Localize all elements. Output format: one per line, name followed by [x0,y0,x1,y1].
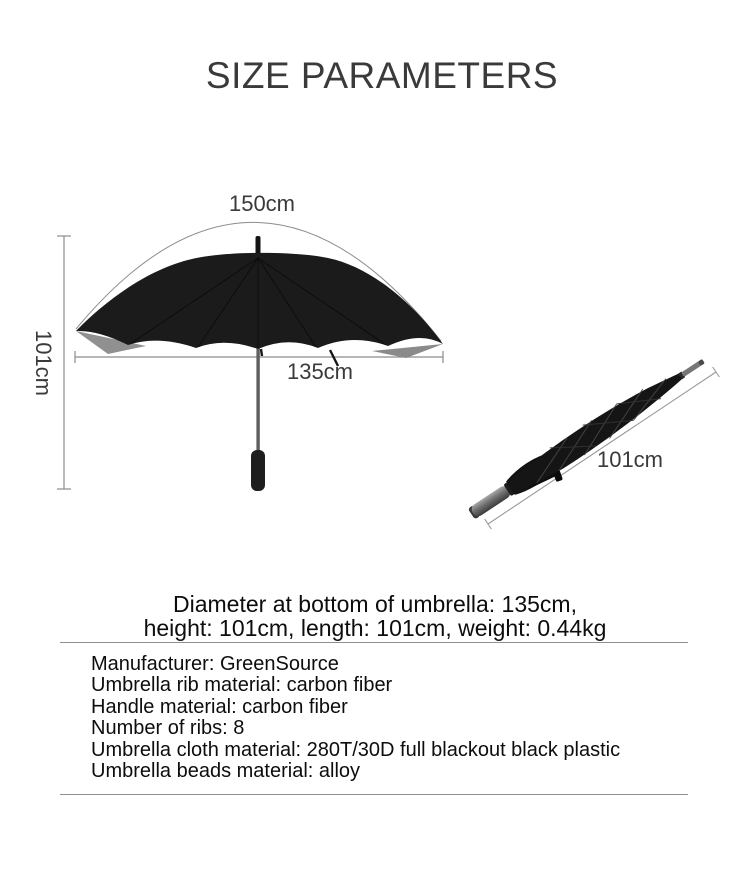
umbrella-handle [251,450,265,491]
height-dimension-label: 101cm [31,329,56,397]
page-title: SIZE PARAMETERS [205,55,559,96]
spec-list [91,654,620,782]
spec-cloth-material: Umbrella cloth material: 280T/30D full blackout black plastic [91,738,621,761]
spec-handle-material: Handle material: carbon fiber [91,695,348,718]
size-summary-line2: height: 101cm, length: 101cm, weight: 0.44kg [143,615,607,641]
height-dimension-line [57,236,71,489]
canopy-width-dimension-label: 150cm [228,191,296,216]
spec-beads-material: Umbrella beads material: alloy [91,760,361,783]
size-summary [0,592,750,640]
umbrella-canopy [76,253,443,349]
divider-bottom [60,794,688,795]
size-summary-line1: Diameter at bottom of umbrella: 135cm, [173,591,577,617]
closed-handle [469,484,512,519]
divider-top [60,642,688,643]
spec-rib-material: Umbrella rib material: carbon fiber [91,674,393,697]
spec-number-of-ribs: Number of ribs: 8 [91,717,245,740]
closed-umbrella-illustration [455,330,750,545]
spec-manufacturer: Manufacturer: GreenSource [91,653,339,675]
bottom-diameter-dimension-label: 135cm [286,359,354,384]
canopy-underside-right [372,344,443,358]
closed-length-dimension-label: 101cm [596,447,664,472]
open-umbrella-illustration [20,180,480,510]
